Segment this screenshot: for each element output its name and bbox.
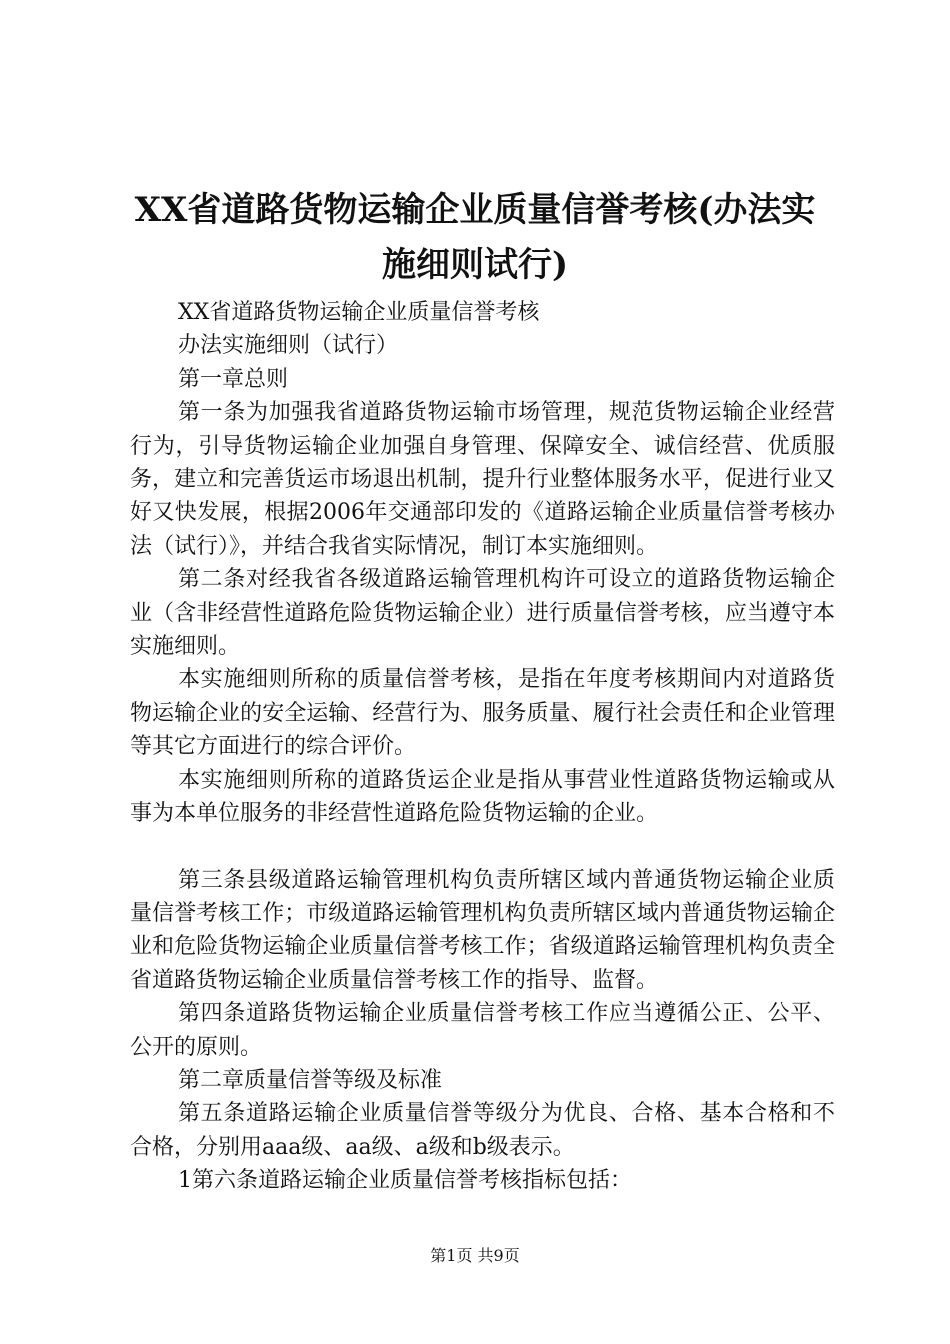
chapter-heading-1: 第一章总则 <box>178 366 289 392</box>
paragraph-subtitle-2: 办法实施细则（试行） <box>178 333 399 359</box>
blank-line <box>130 831 835 864</box>
paragraph-article-6: 1第六条道路运输企业质量信誉考核指标包括： <box>178 1168 632 1194</box>
paragraph-subtitle-1: XX省道路货物运输企业质量信誉考核 <box>178 300 540 325</box>
paragraph-article-3: 第三条县级道路运输管理机构负责所辖区域内普通货物运输企业质量信誉考核工作；市级道路运输管理机构负责所辖区域内普通货物运输企业和危险货物运输企业质量信誉考核工作；省级道路运输管理机构负责全省道路货物运输企业质量信誉考核工作的指导、监督。 <box>130 867 835 993</box>
document-title-line1: XX省道路货物运输企业质量信誉考核(办法实 <box>134 190 816 230</box>
paragraph-article-5: 第五条道路运输企业质量信誉等级分为优良、合格、基本合格和不合格，分别用aaa级、aa级、a级和b级表示。 <box>130 1101 835 1160</box>
paragraph-article-1: 第一条为加强我省道路货物运输市场管理，规范货物运输企业经营行为，引导货物运输企业加强自身管理、保障安全、诚信经营、优质服务，建立和完善货运市场退出机制，提升行业整体服务水平，促进行业又好又快发展，根据2006年交通部印发的《道路运输企业质量信誉考核办法（试行）》，并结合我省实际情况，制订本实施细则。 <box>130 400 835 559</box>
paragraph-article-2: 第二条对经我省各级道路运输管理机构许可设立的道路货物运输企业（含非经营性道路危险货物运输企业）进行质量信誉考核，应当遵守本实施细则。 <box>130 567 835 660</box>
paragraph-article-4: 第四条道路货物运输企业质量信誉考核工作应当遵循公正、公平、公开的原则。 <box>130 1001 835 1060</box>
document-body <box>130 296 835 1198</box>
paragraph-definition-2: 本实施细则所称的道路货运企业是指从事营业性道路货物运输或从事为本单位服务的非经营性道路危险货物运输的企业。 <box>130 767 835 827</box>
document-title-line2: 施细则试行) <box>381 245 569 285</box>
chapter-heading-2: 第二章质量信誉等级及标准 <box>178 1067 443 1093</box>
page-number-footer: 第1页 共9页 <box>430 1246 520 1265</box>
paragraph-definition-1: 本实施细则所称的质量信誉考核，是指在年度考核期间内对道路货物运输企业的安全运输、经营行为、服务质量、履行社会责任和企业管理等其它方面进行的综合评价。 <box>130 667 835 760</box>
